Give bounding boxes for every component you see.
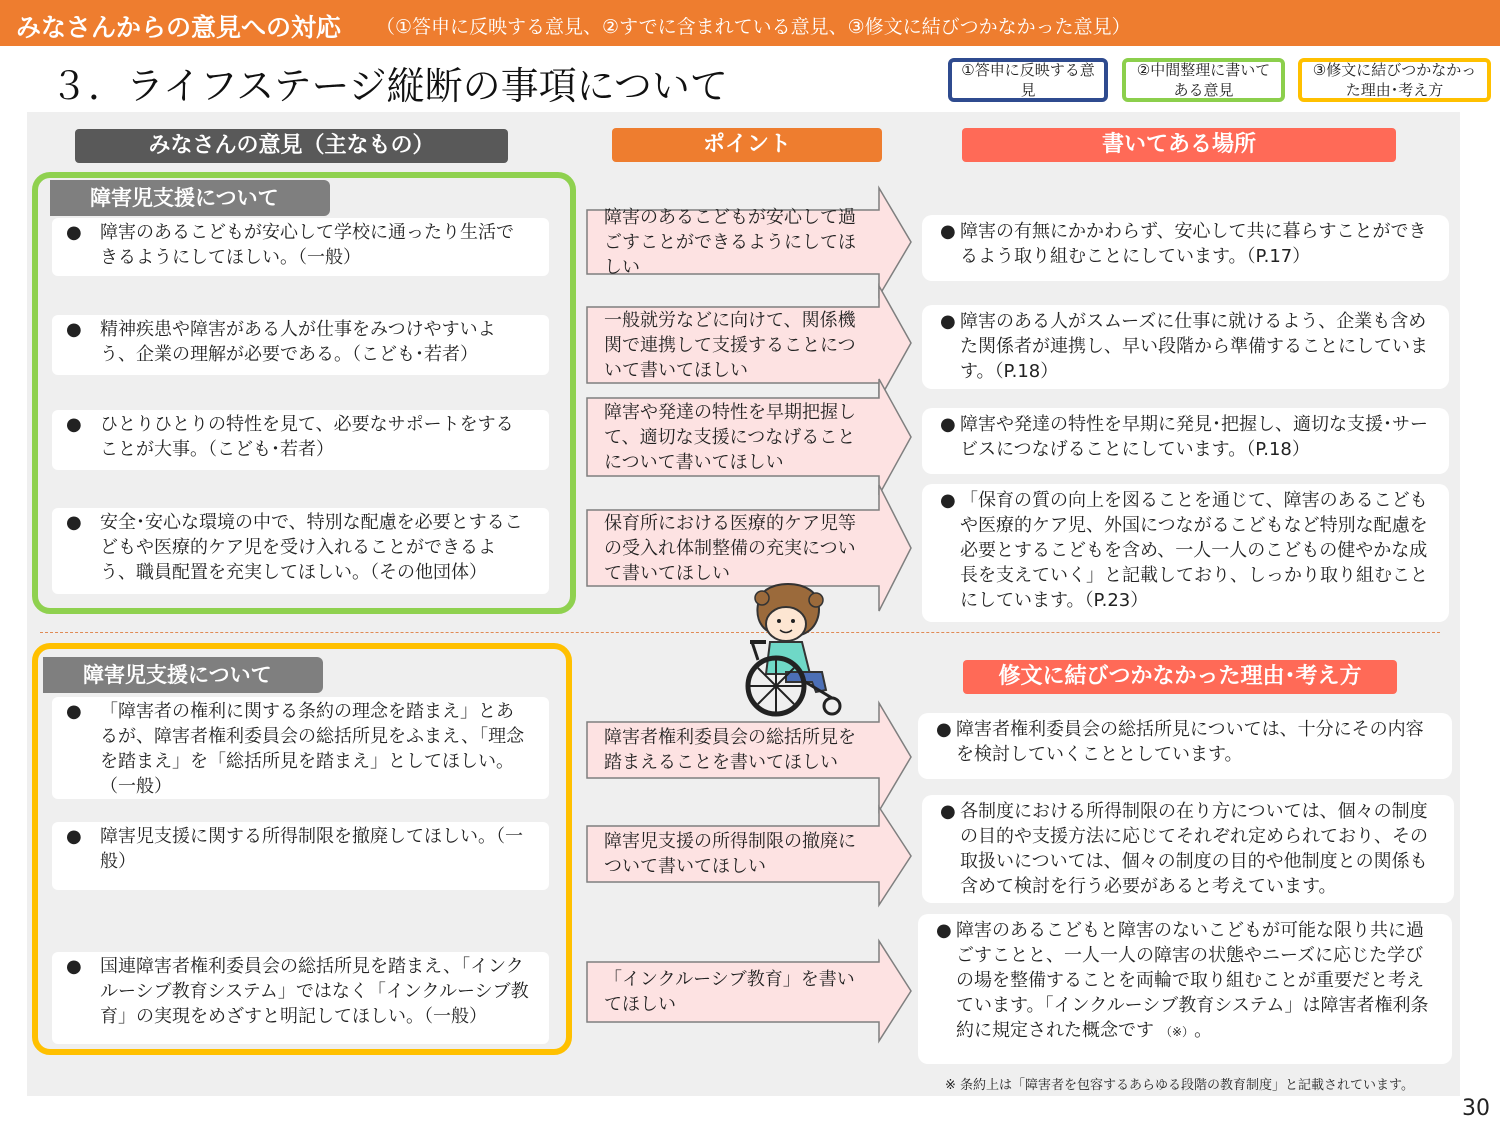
reason-answer: ● 障害のあるこどもと障害のないこどもが可能な限り共に過ごすことと、一人一人の障害の状態やニーズに応じた学びの場を整備することを両輪で取り組むことが重要だと考えています。「インクルーシブ教育システム」は障害者権利条約に規定された概念です （※） 。 xyxy=(918,914,1452,1064)
bullet-icon: ● xyxy=(940,221,956,242)
bullet-icon: ● xyxy=(66,222,82,243)
reasons-header: 修文に結びつかなかった理由･考え方 xyxy=(963,660,1397,694)
point-arrow xyxy=(586,378,912,496)
opinion-item: ● 精神疾患や障害がある人が仕事をみつけやすいよう、企業の理解が必要である。（こども･若者） xyxy=(52,315,549,375)
banner-subtitle: （①答申に反映する意見、②すでに含まれている意見、③修文に結びつかなかった意見） xyxy=(376,16,1131,38)
bullet-icon: ● xyxy=(66,701,82,722)
bullet-icon: ● xyxy=(940,311,956,332)
location-answer: ● 障害のある人がスムーズに仕事に就けるよう、企業も含めた関係者が連携し、早い段階から準備することにしています。（P.18） xyxy=(922,305,1449,389)
location-answer: ● 障害や発達の特性を早期に発見･把握し、適切な支援･サービスにつなげることにしています。（P.18） xyxy=(922,408,1449,474)
point-arrow xyxy=(586,940,912,1042)
bullet-icon: ● xyxy=(66,512,82,533)
bullet-icon: ● xyxy=(940,490,956,511)
bullet-icon: ● xyxy=(66,414,82,435)
point-text: 一般就労などに向けて、関係機関で連携して支援することについて書いてほしい xyxy=(604,309,856,381)
point-text: 障害児支援の所得制限の撤廃について書いてほしい xyxy=(604,831,856,877)
reason-answer: ● 各制度における所得制限の在り方については、個々の制度の目的や支援方法に応じてそれぞれ定められており、その取扱いについては、個々の制度の目的や他制度との関係も含めて検討を行う必要があると考えています。 xyxy=(922,795,1454,903)
point-arrow xyxy=(586,187,912,297)
bullet-icon: ● xyxy=(66,956,82,977)
point-text: 障害者権利委員会の総括所見を踏まえることを書いてほしい xyxy=(604,727,856,773)
point-arrow xyxy=(586,702,912,812)
point-arrow xyxy=(586,806,912,906)
page-number: 30 xyxy=(1462,1096,1490,1121)
bullet-icon: ● xyxy=(936,920,952,941)
opinion-item: ● 障害児支援に関する所得制限を撤廃してほしい。（一般） xyxy=(52,822,549,890)
opinion-item: ● 「障害者の権利に関する条約の理念を踏まえ」とあるが、障害者権利委員会の総括所見をふまえ、「理念を踏まえ」を「総括所見を踏まえ」としてほしい。（一般） xyxy=(52,697,549,799)
footnote-mark: （※） xyxy=(1160,1025,1189,1039)
opinion-item: ● 国連障害者権利委員会の総括所見を踏まえ、「インクルーシブ教育システム」ではなく「インクルーシブ教育」の実現をめざすと明記してほしい。（一般） xyxy=(52,952,549,1044)
legend-included: ②中間整理に書いてある意見 xyxy=(1122,58,1285,102)
bullet-icon: ● xyxy=(66,319,82,340)
location-answer: ● 障害の有無にかかわらず、安心して共に暮らすことができるよう取り組むことにしています。（P.17） xyxy=(922,215,1449,281)
top-banner xyxy=(0,0,1500,46)
opinion-item: ● 安全･安心な環境の中で、特別な配慮を必要とするこどもや医療的ケア児を受け入れることができるよう、職員配置を充実してほしい。（その他団体） xyxy=(52,508,549,594)
footnote: ※ 条約上は「障害者を包容するあらゆる段階の教育制度」と記載されています。 xyxy=(945,1078,1414,1093)
wheelchair-icon xyxy=(736,580,866,720)
bullet-icon: ● xyxy=(940,414,956,435)
bullet-icon: ● xyxy=(936,719,952,740)
section-title: ３．ライフステージ縦断の事項について xyxy=(50,64,728,108)
banner-title: みなさんからの意見への対応 xyxy=(16,13,342,42)
opinions-header: みなさんの意見（主なもの） xyxy=(75,129,508,163)
locations-header: 書いてある場所 xyxy=(962,128,1396,162)
point-text: 障害や発達の特性を早期把握して、適切な支援につなげることについて書いてほしい xyxy=(604,401,856,473)
bullet-icon: ● xyxy=(66,826,82,847)
opinion-item: ● ひとりひとりの特性を見て、必要なサポートをすることが大事。（こども･若者） xyxy=(52,410,549,470)
point-text: 障害のあるこどもが安心して過ごすことができるようにしてほしい xyxy=(604,206,856,278)
wheelchair-child-illustration xyxy=(736,580,866,720)
point-text: 保育所における医療的ケア児等の受入れ体制整備の充実について書いてほしい xyxy=(604,512,856,584)
point-text: 「インクルーシブ教育」を書いてほしい xyxy=(604,969,855,1015)
location-answer: ● 「保育の質の向上を図ることを通じて、障害のあるこどもや医療的ケア児、外国につながるこどもなど特別な配慮を必要とするこどもを含め、一人一人のこどもの健やかな成長を支えていく」と記載しており、しっかり取り組むことにしています。（P.23） xyxy=(922,484,1449,622)
reason-answer: ● 障害者権利委員会の総括所見については、十分にその内容を検討していくこととしています。 xyxy=(918,713,1452,779)
group-tag-yellow: 障害児支援について xyxy=(43,657,323,693)
opinion-item: ● 障害のあるこどもが安心して学校に通ったり生活できるようにしてほしい。（一般） xyxy=(52,218,549,276)
bullet-icon: ● xyxy=(940,801,956,822)
legend-reflected: ①答申に反映する意見 xyxy=(948,58,1108,102)
legend-not-reflected: ③修文に結びつかなかった理由･考え方 xyxy=(1298,58,1491,102)
group-tag-green: 障害児支援について xyxy=(50,180,330,216)
points-header: ポイント xyxy=(612,128,882,162)
